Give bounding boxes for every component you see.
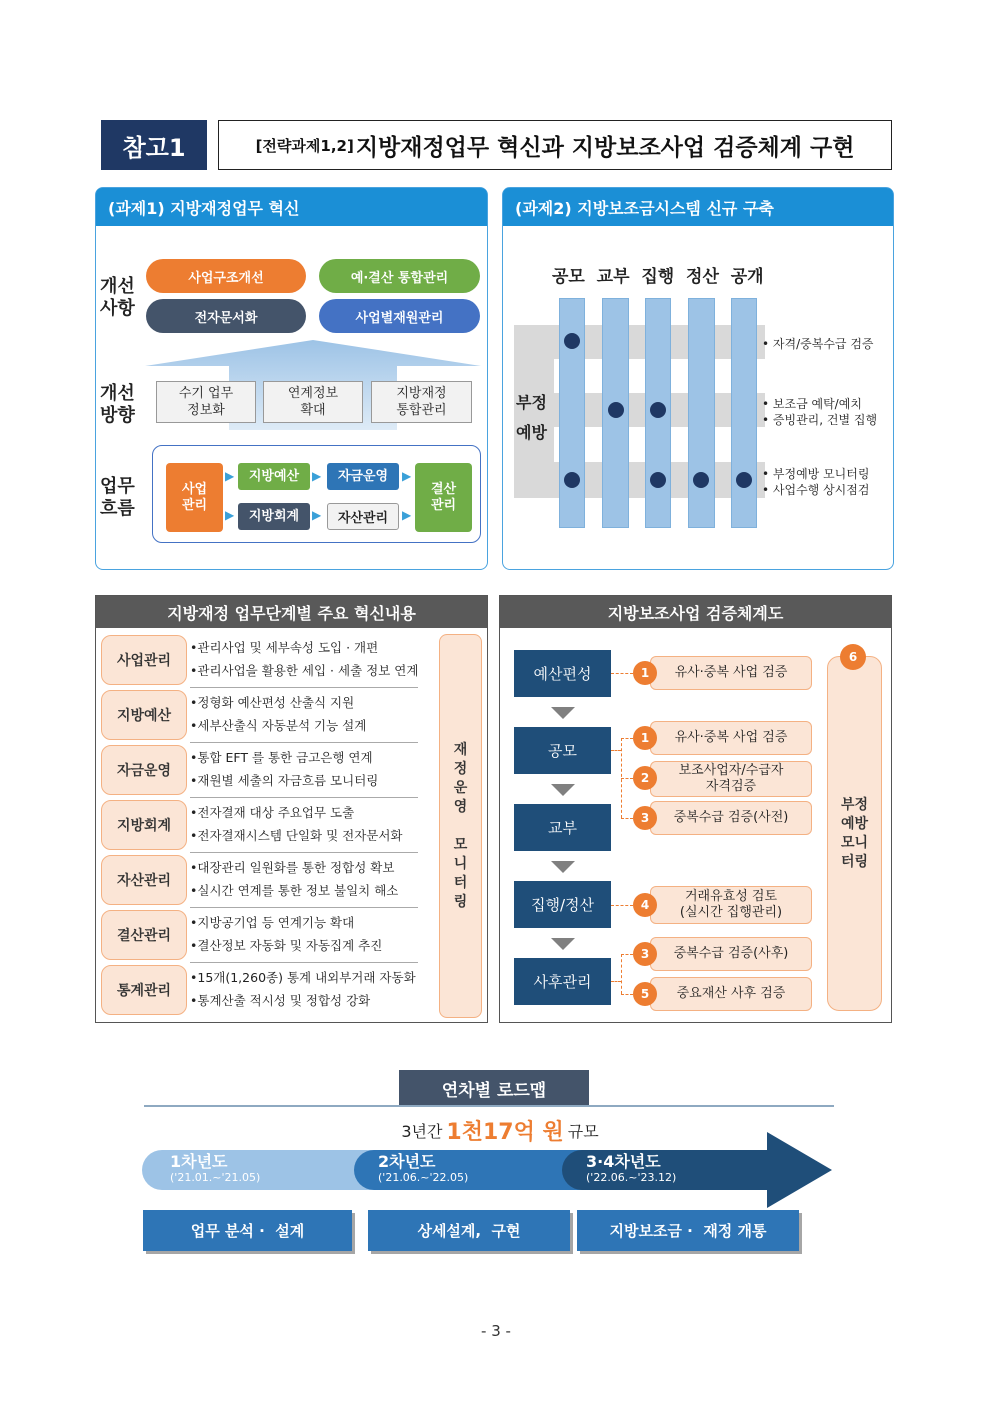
title-text: 지방재정업무 혁신과 지방보조사업 검증체계 구현 xyxy=(355,134,855,161)
direction-box-3: 지방재정 통합관리 xyxy=(371,381,472,423)
check-number: 1 xyxy=(633,661,657,685)
check-number: 3 xyxy=(633,806,657,830)
description-item: •관리사업 및 세부속성 도입 · 개편 xyxy=(190,640,379,655)
row-separator xyxy=(190,742,418,743)
connector xyxy=(621,994,633,995)
connector xyxy=(611,673,633,674)
vertical-char: 영 xyxy=(453,798,468,815)
improvement-pill-4: 사업별재원관리 xyxy=(319,299,480,333)
stage-bar-5 xyxy=(731,298,757,528)
down-arrow-icon xyxy=(551,861,575,873)
flow-fund-operation: 자금운영 xyxy=(327,463,399,490)
arrow-icon: ▶ xyxy=(402,508,412,522)
arrow-icon: ▶ xyxy=(402,469,412,483)
vertical-char: 운 xyxy=(453,779,468,796)
direction-label: 개선 방향 xyxy=(100,383,135,426)
description-item: •재원별 세출의 자금흐름 모니터링 xyxy=(190,773,379,788)
step-execution: 집행/정산 xyxy=(514,881,611,928)
dot-marker xyxy=(650,402,666,418)
description-item: •대장관리 일원화를 통한 정합성 확보 xyxy=(190,860,395,875)
phase-1: 1차년도 ('21.01.~'21.05) xyxy=(170,1152,261,1184)
stage-description xyxy=(190,746,418,792)
stage-description xyxy=(190,911,418,957)
down-arrow-icon xyxy=(551,707,575,719)
description-item: •전자결재 대상 주요업무 도출 xyxy=(190,805,355,820)
row-separator xyxy=(190,907,418,908)
stage-label: 결산관리 xyxy=(101,910,187,960)
dot-marker xyxy=(608,402,624,418)
check-number: 3 xyxy=(633,942,657,966)
step-budget: 예산편성 xyxy=(514,650,611,697)
note-3: • 증빙관리, 건별 집행 xyxy=(762,413,878,427)
stage-label: 지방예산 xyxy=(101,690,187,740)
page-title xyxy=(218,120,892,170)
title-prefix: [전략과제1,2] xyxy=(255,136,354,155)
note-2: • 보조금 예탁/예치 xyxy=(762,397,862,411)
direction-box-1: 수기 업무 정보화 xyxy=(156,381,256,423)
stage-description xyxy=(190,856,418,902)
check-number: 4 xyxy=(633,893,657,917)
flow-label: 업무 흐름 xyxy=(100,476,135,519)
check-box-3: 보조사업자/수급자 자격검증 xyxy=(650,761,812,797)
vertical-text: 예방 xyxy=(840,815,869,832)
dot-marker xyxy=(564,472,580,488)
roadmap-amount: 1천17억 원 xyxy=(446,1119,564,1145)
stage-label: 사업관리 xyxy=(101,635,187,685)
flow-settlement-mgmt: 결산 관리 xyxy=(415,463,472,532)
note-4: • 부정예방 모니터링 xyxy=(762,467,870,481)
step-grant: 교부 xyxy=(514,804,611,851)
flow-local-accounting: 지방회계 xyxy=(238,503,310,530)
row-separator xyxy=(190,852,418,853)
vertical-char: 터 xyxy=(453,874,468,891)
description-item: •전자결재시스템 단일화 및 전자문서화 xyxy=(190,828,403,843)
flow-business-mgmt: 사업 관리 xyxy=(166,463,223,532)
description-item: •세부산출식 자동분석 기능 설계 xyxy=(190,718,367,733)
verification-title: 지방보조사업 검증체계도 xyxy=(500,596,891,628)
description-item: •정형화 예산편성 산출식 지원 xyxy=(190,695,355,710)
vertical-char: 정 xyxy=(453,760,468,777)
improvement-pill-3: 전자문서화 xyxy=(146,299,306,333)
fraud-monitoring-box xyxy=(827,656,882,1011)
description-item: •15개(1,260종) 통계 내외부거래 자동화 xyxy=(190,970,416,985)
roadmap-task-2: 상세설계, 구현 xyxy=(368,1210,570,1251)
dot-marker xyxy=(650,472,666,488)
check-box-5: 거래유효성 검토 (실시간 집행관리) xyxy=(650,886,812,924)
vertical-text: 터링 xyxy=(840,853,869,870)
note-5: • 사업수행 상시점검 xyxy=(762,483,870,497)
step-post-mgmt: 사후관리 xyxy=(514,958,611,1005)
check-box-2: 유사·중복 사업 검증 xyxy=(650,721,812,755)
dot-marker xyxy=(564,333,580,349)
down-arrow-icon xyxy=(551,938,575,950)
description-item: •실시간 연계를 통한 정보 불일치 해소 xyxy=(190,883,399,898)
row-separator xyxy=(190,797,418,798)
stage-description xyxy=(190,801,418,847)
fraud-prevention-label: 부정 예방 xyxy=(516,393,547,442)
improvements-label: 개선 사항 xyxy=(100,276,135,319)
stage-label: 자금운영 xyxy=(101,745,187,795)
row-separator xyxy=(190,962,418,963)
reference-label: 참고1 xyxy=(101,120,207,170)
arrow-icon: ▶ xyxy=(312,469,322,483)
phase-2: 2차년도 ('21.06.~'22.05) xyxy=(378,1152,469,1184)
phase-3: 3·4차년도 ('22.06.~'23.12) xyxy=(586,1152,677,1184)
vertical-char: 재 xyxy=(453,741,468,758)
fiscal-monitoring-label xyxy=(439,634,482,1018)
check-number: 5 xyxy=(633,982,657,1006)
connector xyxy=(621,954,622,994)
stage-description xyxy=(190,691,418,737)
vertical-char: 모 xyxy=(453,836,468,853)
flow-local-budget: 지방예산 xyxy=(238,463,310,490)
direction-box-2: 연계정보 확대 xyxy=(263,381,363,423)
stage-description xyxy=(190,966,418,1012)
check-box-6: 중복수급 검증(사후) xyxy=(650,937,812,971)
arrow-icon: ▶ xyxy=(312,508,322,522)
roadmap-task-1: 업무 분석 · 설계 xyxy=(143,1210,352,1251)
vertical-text: 모니 xyxy=(840,834,869,851)
check-box-4: 중복수급 검증(사전) xyxy=(650,801,812,835)
connector xyxy=(611,750,621,751)
arrow-icon: ▶ xyxy=(225,508,235,522)
improvement-pill-2: 예·결산 통합관리 xyxy=(319,259,480,293)
stage-label: 통계관리 xyxy=(101,965,187,1015)
check-number: 2 xyxy=(633,766,657,790)
innovation-rows xyxy=(101,633,418,1018)
check-number: 6 xyxy=(840,644,866,670)
flow-asset-mgmt: 자산관리 xyxy=(327,503,399,530)
dot-marker xyxy=(693,472,709,488)
stage-labels: 공모 교부 집행 정산 공개 xyxy=(552,267,764,287)
description-item: •관리사업을 활용한 세입 · 세출 정보 연계 xyxy=(190,663,419,678)
improvement-pill-1: 사업구조개선 xyxy=(146,259,306,293)
roadmap-task-3: 지방보조금 · 재정 개통 xyxy=(577,1210,799,1251)
description-item: •결산정보 자동화 및 자동집계 추진 xyxy=(190,938,383,953)
connector xyxy=(621,818,633,819)
connector xyxy=(611,905,633,906)
connector xyxy=(611,981,621,982)
arrow-icon: ▶ xyxy=(225,469,235,483)
row-separator xyxy=(190,687,418,688)
stage-description xyxy=(190,636,418,682)
dot-marker xyxy=(736,472,752,488)
stage-label: 자산관리 xyxy=(101,855,187,905)
check-box-7: 중요재산 사후 검증 xyxy=(650,977,812,1011)
step-call: 공모 xyxy=(514,727,611,774)
roadmap-divider xyxy=(144,1105,834,1107)
description-item: •통계산출 적시성 및 정합성 강화 xyxy=(190,993,371,1008)
description-item: •통합 EFT 를 통한 금고은행 연계 xyxy=(190,750,373,765)
roadmap-title: 연차별 로드맵 xyxy=(399,1070,589,1106)
description-item: •지방공기업 등 연계기능 확대 xyxy=(190,915,355,930)
vertical-char: 링 xyxy=(453,893,468,910)
task2-title: (과제2) 지방보조금시스템 신규 구축 xyxy=(503,188,893,226)
down-arrow-icon xyxy=(551,784,575,796)
roadmap-scale: 3년간 1천17억 원 규모 xyxy=(300,1112,700,1148)
stage-bar-4 xyxy=(688,298,715,528)
stage-label: 지방회계 xyxy=(101,800,187,850)
connector xyxy=(621,778,633,779)
page-number: - 3 - xyxy=(481,1322,511,1340)
innovation-title: 지방재정 업무단계별 주요 혁신내용 xyxy=(96,596,487,628)
check-number: 1 xyxy=(633,726,657,750)
check-box-1: 유사·중복 사업 검증 xyxy=(650,656,812,690)
connector xyxy=(621,738,633,739)
vertical-text: 부정 xyxy=(840,796,869,813)
note-1: • 자격/중복수급 검증 xyxy=(762,337,874,351)
task1-title: (과제1) 지방재정업무 혁신 xyxy=(96,188,487,226)
connector xyxy=(621,954,633,955)
vertical-char: 니 xyxy=(453,855,468,872)
